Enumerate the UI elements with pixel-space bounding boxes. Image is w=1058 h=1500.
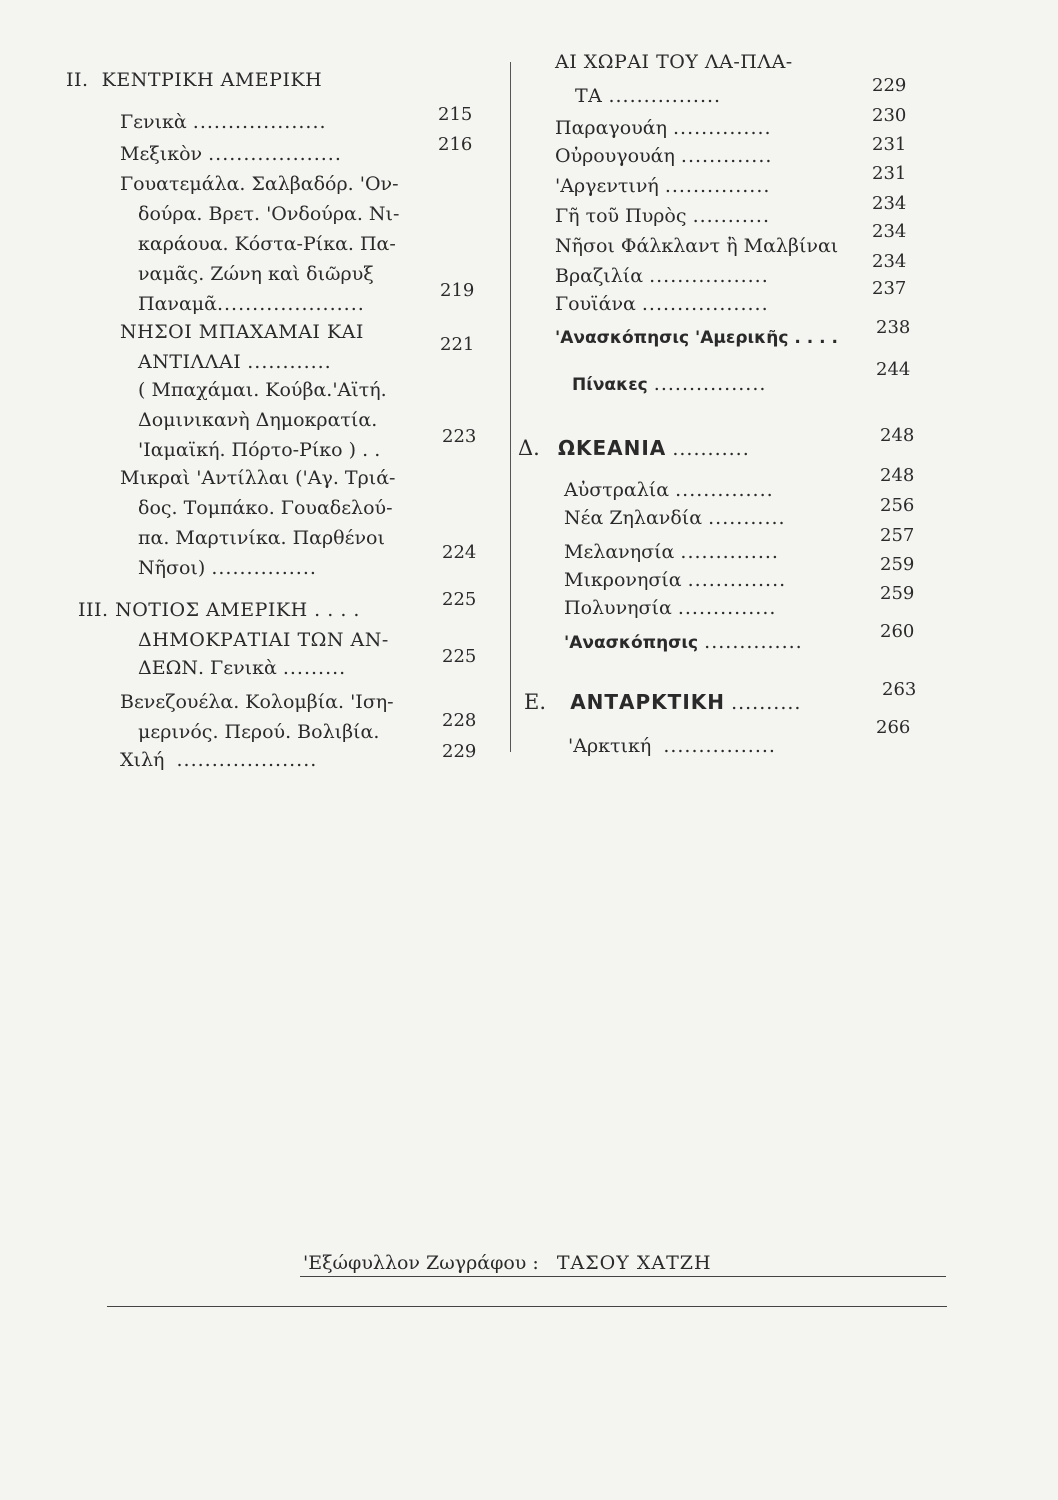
toc-entry-arctic: 'Αρκτική ................ (568, 735, 776, 757)
toc-entry-falkland: Νῆσοι Φάλκλαντ ἢ Μαλβίναι (555, 235, 839, 257)
page-number: 263 (882, 679, 917, 700)
toc-entry-genika: Γενικὰ ................... (120, 111, 327, 133)
toc-entry-tables: Πίνακες ................ (572, 373, 767, 395)
page-number: 259 (880, 554, 915, 575)
toc-entry-mexikon: Μεξικὸν ................... (120, 143, 342, 165)
page-number: 231 (872, 134, 907, 155)
toc-entry-micronesia: Μικρονησία .............. (564, 569, 787, 591)
toc-entry-text: μερινός. Περού. Βολιβία. (138, 721, 380, 743)
toc-entry-review-america: 'Ανασκόπησις 'Αμερικῆς . . . . (555, 328, 838, 348)
page-number: 223 (442, 426, 477, 447)
toc-entry-andes-general: ΔΕΩΝ. Γενικὰ ......... (138, 657, 347, 679)
page-number: 259 (880, 583, 915, 604)
footer-rule (107, 1306, 947, 1307)
page-number: 256 (880, 495, 915, 516)
toc-entry-text: 'Ιαμαϊκή. Πόρτο-Ρίκο ) . . (138, 439, 381, 461)
section-iii-heading: III. ΝΟΤΙΟΣ ΑΜΕΡΙΚΗ . . . . (78, 599, 360, 621)
page-number: 221 (440, 334, 475, 355)
toc-entry-paraguay: Παραγουάη .............. (555, 117, 772, 139)
toc-entry-tierra-del-fuego: Γῆ τοῦ Πυρὸς ........... (555, 205, 770, 227)
credit-label: 'Εξώφυλλον Ζωγράφου : (303, 1252, 539, 1274)
toc-entry-text: Γουατεμάλα. Σαλβαδόρ. 'Ον- (120, 173, 399, 195)
toc-entry-melanesia: Μελανησία .............. (564, 541, 779, 563)
page-number: 229 (442, 741, 477, 762)
toc-entry-panama: Παναμᾶ..................... (138, 293, 365, 315)
toc-entry-new-zealand: Νέα Ζηλανδία ........... (564, 507, 786, 529)
page-number: 248 (880, 465, 915, 486)
toc-entry-text: δος. Τομπάκο. Γουαδελού- (138, 497, 393, 519)
page-number: 234 (872, 221, 907, 242)
toc-entry-uruguay: Οὐρουγουάη ............. (555, 145, 773, 167)
page-number: 219 (440, 280, 475, 301)
toc-entry-la-plata: ΤΑ ................ (575, 85, 722, 107)
section-d-heading: Δ. ΩΚΕΑΝΙΑ ........... (518, 436, 750, 460)
toc-entry-text: δούρα. Βρετ. 'Ονδούρα. Νι- (138, 203, 400, 225)
section-ii-heading: II. ΚΕΝΤΡΙΚΗ ΑΜΕΡΙΚΗ (66, 69, 323, 91)
page-number: 216 (438, 134, 473, 155)
page-number: 266 (876, 717, 911, 738)
page-number: 224 (442, 542, 477, 563)
toc-heading-la-plata: ΑΙ ΧΩΡΑΙ ΤΟΥ ΛΑ-ΠΛΑ- (555, 51, 793, 73)
page-number: 260 (880, 621, 915, 642)
toc-entry-brazil: Βραζιλία ................. (555, 265, 769, 287)
toc-entry-polynesia: Πολυνησία .............. (564, 597, 777, 619)
page-number: 234 (872, 193, 907, 214)
page-number: 257 (880, 525, 915, 546)
toc-entry-text: Βενεζουέλα. Κολομβία. 'Ιση- (120, 691, 394, 713)
section-e-heading: Ε. ΑΝΤΑΡΚΤΙΚΗ .......... (524, 690, 802, 714)
page-number: 230 (872, 105, 907, 126)
page-number: 231 (872, 163, 907, 184)
toc-entry-text: Δομινικανὴ Δημοκρατία. (138, 409, 378, 431)
toc-entry-text: πα. Μαρτινίκα. Παρθένοι (138, 527, 385, 549)
page-number: 237 (872, 278, 907, 299)
page-number: 215 (438, 104, 473, 125)
toc-heading-andes: ΔΗΜΟΚΡΑΤΙΑΙ ΤΩΝ ΑΝ- (138, 629, 389, 651)
toc-entry-guiana: Γουϊάνα .................. (555, 293, 769, 315)
page-number: 229 (872, 75, 907, 96)
toc-entry-text: ( Μπαχάμαι. Κούβα.'Αϊτή. (138, 379, 387, 401)
page-number: 228 (442, 710, 477, 731)
toc-entry-review: 'Ανασκόπησις .............. (564, 631, 803, 653)
toc-entry-text: καράουα. Κόστα-Ρίκα. Πα- (138, 233, 396, 255)
toc-entry-nesoi: Νῆσοι) ............... (138, 557, 317, 579)
credit-rule (300, 1276, 946, 1277)
column-divider (510, 62, 511, 752)
cover-credit (303, 1252, 712, 1274)
page-number: 225 (442, 589, 477, 610)
toc-entry-text: ναμᾶς. Ζώνη καὶ διῶρυξ (138, 263, 374, 285)
page-number: 244 (876, 359, 911, 380)
page-number: 248 (880, 425, 915, 446)
page-number: 238 (876, 317, 911, 338)
toc-entry-text: Μικραὶ 'Αντίλλαι ('Αγ. Τριά- (120, 467, 396, 489)
page-number: 225 (442, 646, 477, 667)
toc-entry-chile: Χιλή .................... (120, 749, 318, 771)
credit-artist-name: ΤΑΣΟΥ ΧΑΤΖΗ (556, 1252, 712, 1274)
toc-entry-argentina: 'Αργεντινή ............... (555, 175, 771, 197)
toc-heading-bahamas: ΝΗΣΟΙ ΜΠΑΧΑΜΑΙ ΚΑΙ (120, 321, 364, 343)
toc-entry-antilles: ΑΝΤΙΛΛΑΙ ............ (138, 351, 332, 373)
page-number: 234 (872, 251, 907, 272)
toc-entry-australia: Αὐστραλία .............. (564, 479, 774, 501)
